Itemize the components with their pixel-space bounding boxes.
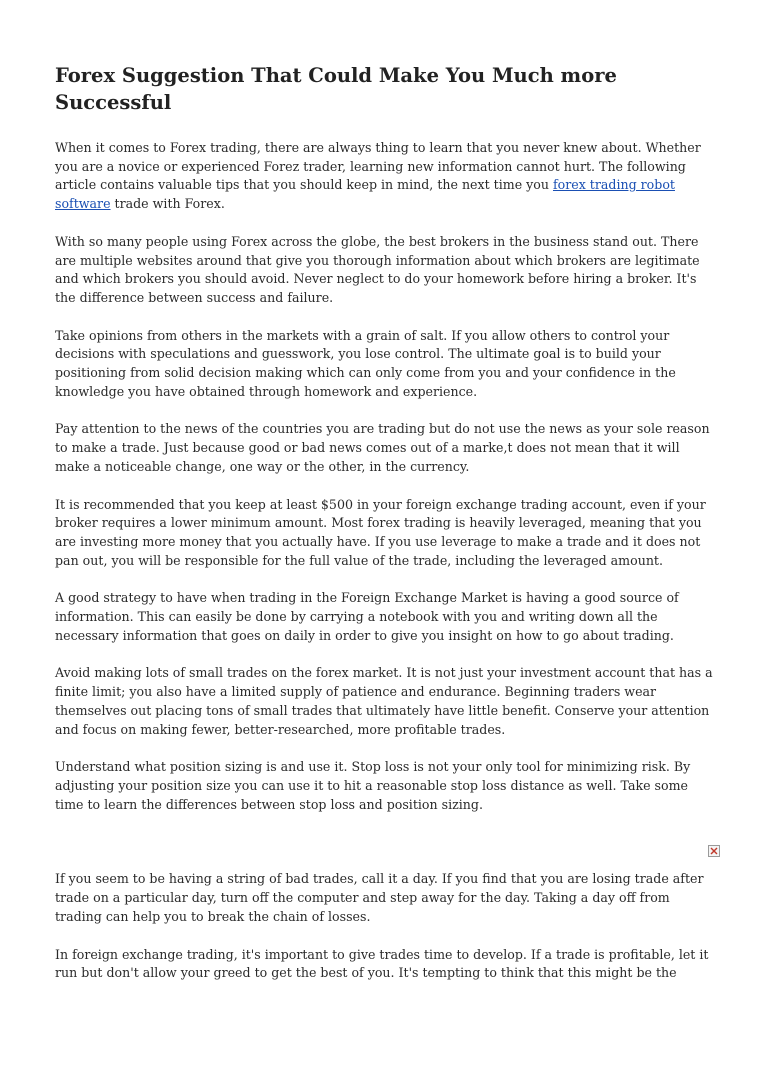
broken-image-icon [708,845,720,857]
document-page [55,0,715,983]
paragraph-notebook: A good strategy to have when trading in the Foreign Exchange Market is having a good source of information. This can easily be done by carrying a notebook with you and writing down all the necessary information that goes on daily in order to give you insight on how to go about trading. [55,590,679,643]
paragraph-give-time: In foreign exchange trading, it's important to give trades time to develop. If a trade is profitable, let it run but don't allow your greed to get the best of you. It's tempting to think that this might be the [55,946,709,981]
intro-text: When it comes to Forex trading, there are always thing to learn that you never knew about. Whether you are a novice or experienced Forez trader, learning new information cannot hurt. The following article contains valuable tips that you should keep in mind, the next time you [55,140,701,193]
paragraph-position-sizing: Understand what position sizing is and use it. Stop loss is not your only tool for minimizing risk. By adjusting your position size you can use it to hit a reasonable stop loss distance as well. Take some time to learn the differences between stop loss and position sizing. [55,759,691,812]
paragraph-bad-trades: If you seem to be having a string of bad trades, call it a day. If you find that you are losing trade after trade on a particular day, turn off the computer and step away for the day. Taking a day off from trading can help you to break the chain of losses. [55,871,704,924]
paragraph-small-trades: Avoid making lots of small trades on the forex market. It is not just your investment account that has a finite limit; you also have a limited supply of patience and endurance. Beginning traders wear themselves out placing tons of small trades that ultimately have little benefit. Conserve your attention and focus on making fewer, better-researched, more profitable trades. [55,665,713,737]
paragraph-minimum-balance: It is recommended that you keep at least $500 in your foreign exchange trading account, even if your broker requires a lower minimum amount. Most forex trading is heavily leveraged, meaning that you are investing more money that you actually have. If you use leverage to make a trade and it does not pan out, you will be responsible for the full value of the trade, including the leveraged amount. [55,496,706,568]
image-placeholder-row [55,814,715,870]
paragraph-brokers: With so many people using Forex across the globe, the best brokers in the business stand out. There are multiple websites around that give you thorough information about which brokers are legitimate and which brokers you should avoid. Never neglect to do your homework before hiring a broker. It's the difference between success and failure. [55,233,700,305]
intro-text-end: trade with Forex. [110,196,225,212]
paragraph-news: Pay attention to the news of the countries you are trading but do not use the news as your sole reason to make a trade. Just because good or bad news comes out of a marke,t does not mean that it will make a noticeable change, one way or the other, in the currency. [55,421,710,474]
paragraph-opinions: Take opinions from others in the markets with a grain of salt. If you allow others to control your decisions with speculations and guesswork, you lose control. The ultimate goal is to build your positioning from solid decision making which can only come from you and your confidence in the knowledge you have obtained through homework and experience. [55,327,676,399]
forex-robot-link[interactable]: forex trading robot software [55,177,675,212]
paragraph-intro [55,139,715,214]
article-title: Forex Suggestion That Could Make You Much more Successful [55,64,617,114]
